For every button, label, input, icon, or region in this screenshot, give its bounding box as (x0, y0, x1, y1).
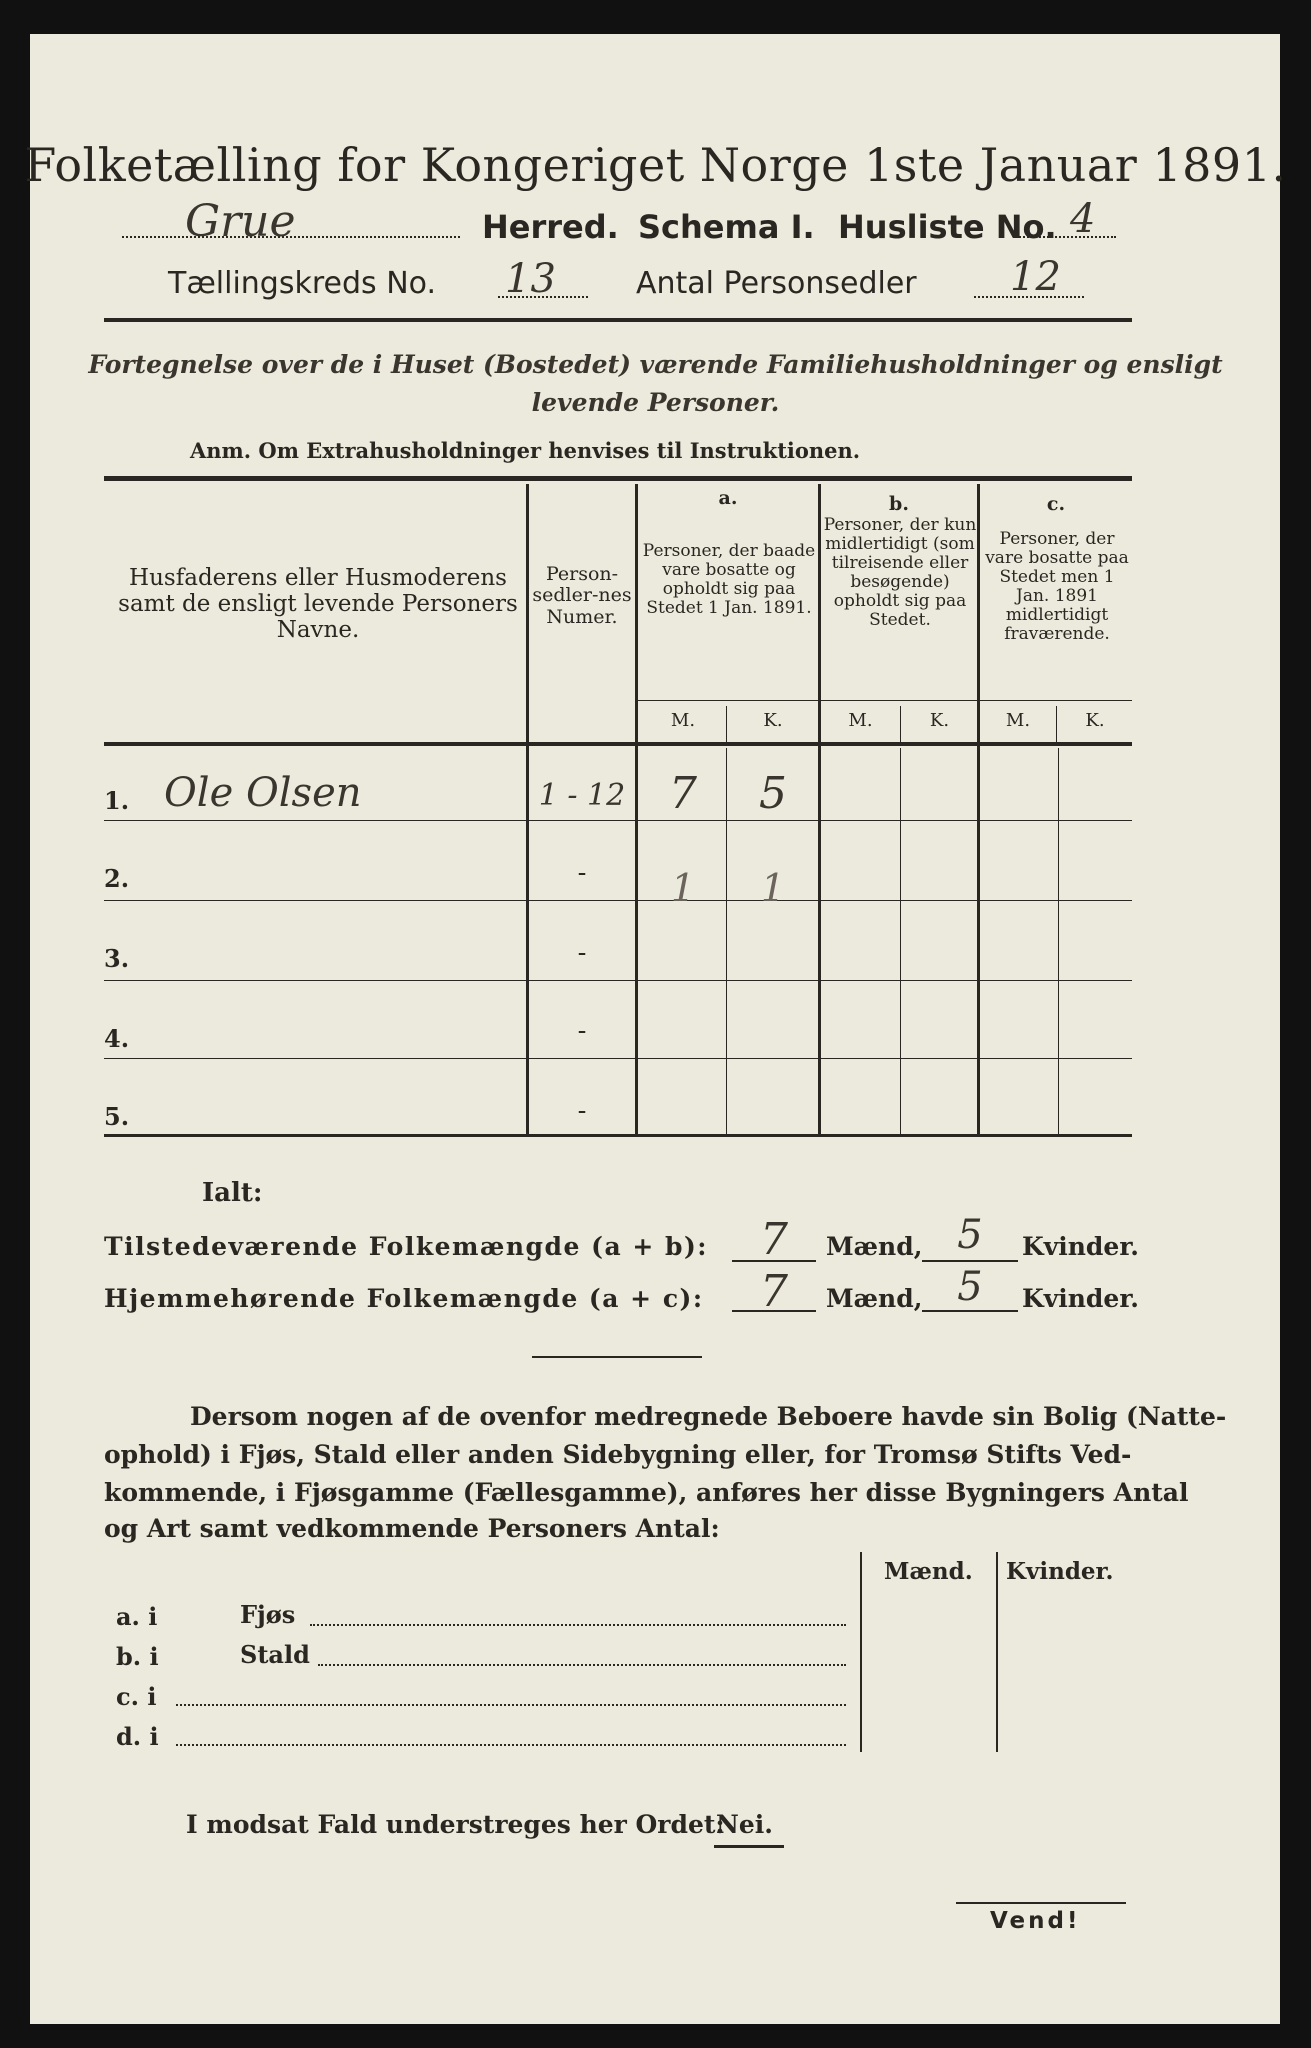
building-letter: b. i (116, 1642, 159, 1671)
census-form-page (30, 34, 1280, 2024)
hjem-kvinder: Kvinder. (1022, 1284, 1139, 1313)
anm-note: Anm. Om Extrahusholdninger henvises til Instruktionen. (190, 438, 861, 463)
buildings-para-1: Dersom nogen af de ovenfor medregnede Beboere havde sin Bolig (Natte- (190, 1402, 1227, 1431)
hjem-maend: Mænd, (826, 1284, 923, 1313)
col-a-m: M. (670, 710, 696, 731)
herred-label: Herred. (482, 208, 619, 246)
modsat-word: Nei. (716, 1810, 773, 1839)
row-sedler: - (577, 1016, 587, 1046)
building-letter: a. i (116, 1602, 158, 1631)
sedler-label: Antal Personsedler (636, 266, 917, 301)
row-sedler: - (577, 1096, 587, 1126)
tilst-label: Tilstedeværende Folkemængde (a + b): (104, 1232, 709, 1261)
hjem-label: Hjemmehørende Folkemængde (a + c): (104, 1284, 704, 1313)
building-letter: c. i (116, 1682, 157, 1711)
row-a-m: 1 (670, 866, 696, 910)
building-label: Fjøs (240, 1600, 296, 1629)
col-a-letter: a. (718, 487, 738, 509)
buildings-para-4: og Art samt vedkommende Personers Antal: (104, 1514, 720, 1543)
row-sedler: - (577, 858, 587, 888)
col-a-k: K. (763, 710, 783, 731)
row-number: 5. (104, 1102, 130, 1131)
buildings-para-2: ophold) i Fjøs, Stald eller anden Sidebygning eller, for Tromsø Stifts Ved- (104, 1440, 1132, 1469)
ialt-label: Ialt: (202, 1178, 263, 1208)
row-number: 4. (104, 1024, 130, 1053)
col-c-k: K. (1085, 710, 1105, 731)
buildings-para-3: kommende, i Fjøsgamme (Fællesgamme), anføres her disse Bygningers Antal (104, 1478, 1189, 1507)
sedler-value: 12 (1010, 254, 1061, 300)
row-a-m: 7 (669, 768, 697, 819)
row-sedler: 1 - 12 (538, 778, 626, 813)
intro-line-2: levende Personer. (531, 388, 780, 417)
col-b-m: M. (848, 710, 873, 731)
tilst-kvinder: Kvinder. (1022, 1232, 1139, 1261)
hjem-m-value: 7 (760, 1266, 788, 1317)
col-c-header: Personer, der vare bosatte paa Stedet men 1 Jan. 1891 midlertidigt fraværende. (985, 529, 1129, 645)
building-label: Stald (240, 1640, 310, 1669)
tilst-maend: Mænd, (826, 1232, 923, 1261)
hjem-k-value: 5 (957, 1264, 983, 1310)
col-num-header: Person-sedler-nes Numer. (532, 563, 632, 628)
col-name-header: Husfaderens eller Husmoderens samt de ensligt levende Personers Navne. (118, 565, 518, 643)
intro-line-1: Fortegnelse over de i Huset (Bostedet) værende Familiehusholdninger og ensligt (88, 350, 1223, 379)
col-b-letter: b. (889, 493, 909, 515)
row-number: 1. (104, 786, 130, 815)
col-b-header: Personer, der kun midlertidigt (som tilreisende eller besøgende) opholdt sig paa Stedet. (823, 515, 977, 631)
vend-label: Vend! (990, 1908, 1081, 1934)
row-a-k: 5 (759, 768, 787, 819)
col-a-header: Personer, der baade vare bosatte og opholdt sig paa Stedet 1 Jan. 1891. (642, 541, 816, 619)
row-number: 3. (104, 944, 130, 973)
herred-value: Grue (185, 196, 296, 247)
buildings-col-kvinder: Kvinder. (1006, 1558, 1114, 1585)
husliste-label: Husliste No. (838, 208, 1057, 246)
row-sedler: - (577, 938, 587, 968)
row-number: 2. (104, 864, 130, 893)
modsat-label: I modsat Fald understreges her Ordet: (186, 1810, 725, 1839)
kreds-label: Tællingskreds No. (168, 266, 436, 301)
husliste-value: 4 (1070, 196, 1096, 242)
col-c-letter: c. (1046, 493, 1066, 515)
tilst-k-value: 5 (957, 1212, 983, 1258)
schema-label: Schema I. (638, 208, 815, 246)
buildings-col-maend: Mænd. (884, 1558, 973, 1585)
col-c-m: M. (1005, 710, 1031, 731)
tilst-m-value: 7 (760, 1214, 788, 1265)
kreds-value: 13 (505, 256, 556, 302)
row-a-k: 1 (760, 866, 786, 910)
building-letter: d. i (116, 1722, 159, 1751)
col-b-k: K. (929, 710, 950, 731)
form-title: Folketælling for Kongeriget Norge 1ste Januar 1891. (24, 138, 1287, 192)
row-name: Ole Olsen (164, 770, 362, 816)
